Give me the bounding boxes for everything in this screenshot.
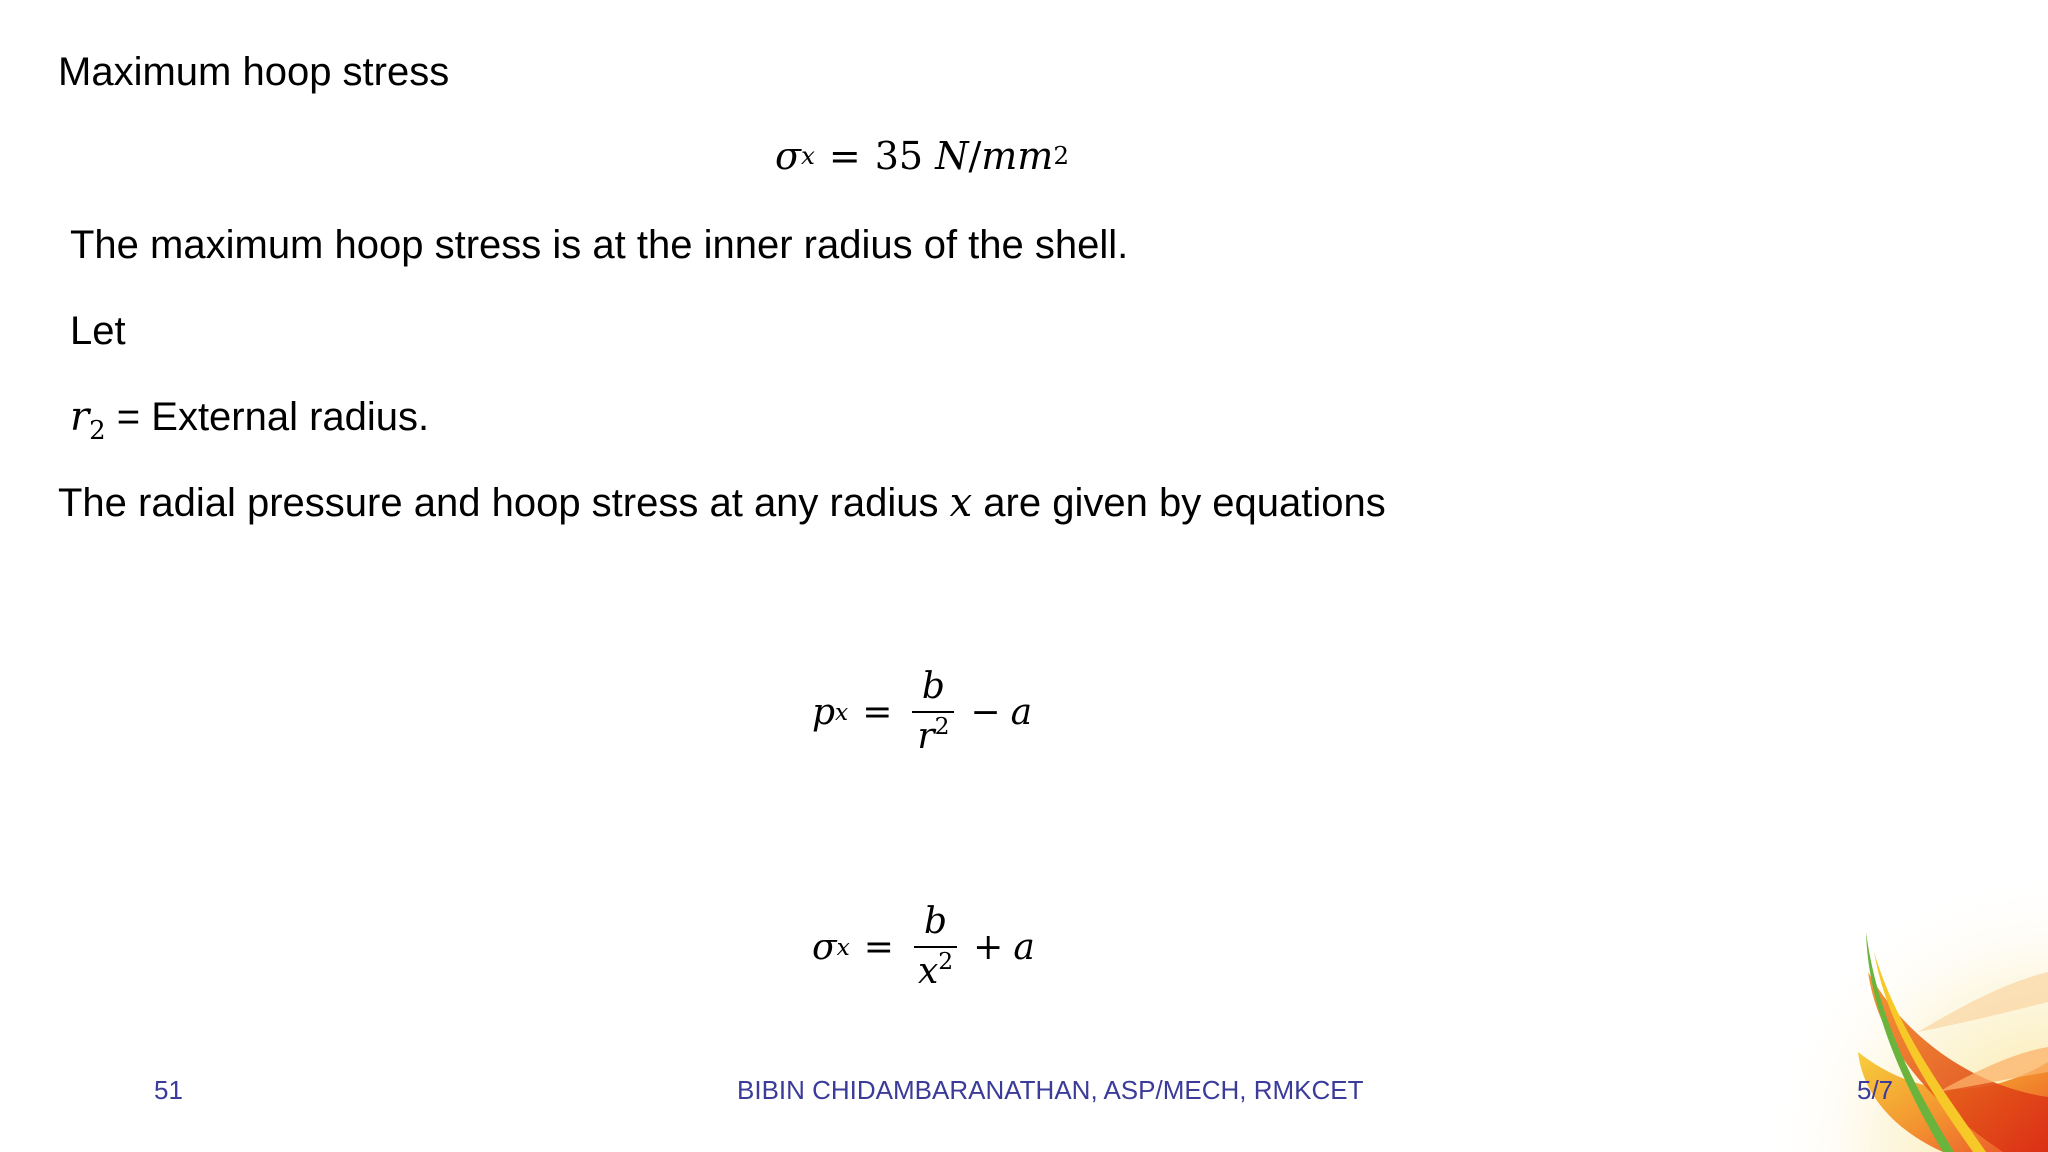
radial-before: The radial pressure and hoop stress at any radius	[58, 481, 950, 525]
eq2-denominator: $r^2$	[917, 711, 950, 757]
r2-sub: 2	[89, 416, 106, 447]
eq1-value: 35	[874, 134, 924, 178]
eq2-equals: =	[862, 691, 893, 733]
inner-radius-statement: The maximum hoop stress is at the inner radius of the shell.	[70, 223, 1129, 267]
eq3-symbol: σ	[812, 926, 837, 968]
radial-var: x	[949, 480, 973, 526]
external-radius-definition	[70, 393, 430, 447]
eq2-symbol: p	[812, 691, 836, 733]
equation-max-hoop-stress: σ x = 35 N / mm 2	[775, 134, 1070, 178]
heading: Maximum hoop stress	[58, 50, 450, 94]
r2-symbol: r	[70, 394, 90, 440]
eq3-operator: +	[973, 926, 1004, 968]
r2-text: = External radius.	[105, 395, 430, 439]
radial-pressure-statement	[58, 479, 1386, 527]
equation-hoop-stress: σ x = $\frac{b}{x^2}$ + a	[812, 901, 1035, 992]
eq1-symbol: σ	[775, 134, 801, 178]
eq1-equals: =	[828, 134, 861, 178]
eq2-fraction	[912, 665, 954, 759]
eq1-unit-mm: mm	[981, 134, 1054, 178]
eq3-equals: =	[863, 926, 894, 968]
page-counter: 5/7	[1857, 1075, 1894, 1105]
eq3-denominator: $x^2$	[917, 946, 954, 992]
footer-author: BIBIN CHIDAMBARANATHAN, ASP/MECH, RMKCET	[737, 1075, 1364, 1105]
eq1-unit-n: N	[935, 134, 969, 178]
eq2-numerator: b	[921, 666, 945, 707]
equation-radial-pressure: p x = $\frac{b}{r^2}$ − a	[812, 666, 1033, 757]
eq3-rhs: a	[1013, 926, 1035, 968]
eq3-fraction	[914, 900, 957, 994]
eq3-numerator: b	[924, 901, 948, 942]
eq2-operator: −	[970, 691, 1001, 733]
let-label: Let	[70, 309, 126, 353]
radial-after: are given by equations	[972, 481, 1386, 525]
slide-number: 51	[154, 1075, 183, 1105]
swoosh-decoration-icon	[1768, 872, 2048, 1152]
eq2-rhs: a	[1010, 691, 1033, 733]
eq1-unit-slash: /	[968, 134, 982, 178]
